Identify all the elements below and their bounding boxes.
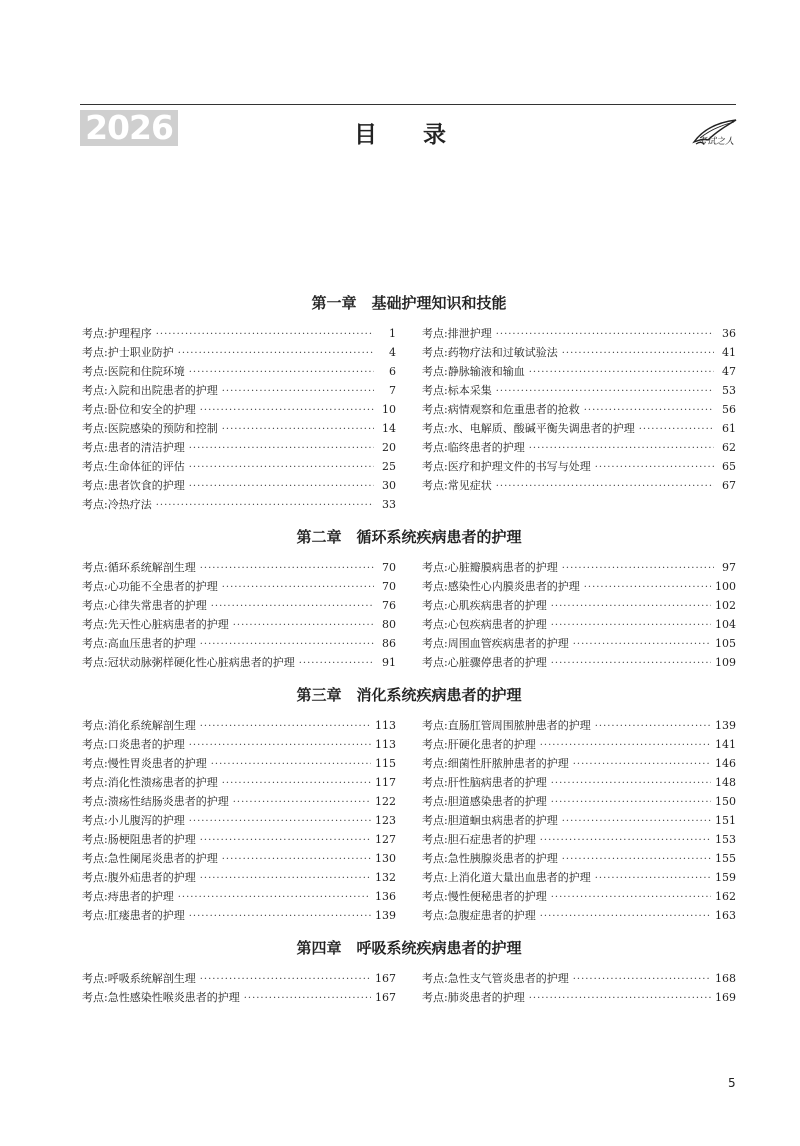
toc-entry-label: 考点:心律失常患者的护理 — [82, 599, 207, 612]
toc-entry-label: 考点:入院和出院患者的护理 — [82, 384, 218, 397]
dot-leader — [540, 831, 711, 850]
toc-entry[interactable] — [82, 634, 396, 653]
toc-entry-page: 122 — [375, 795, 396, 808]
toc-entry-page: 86 — [382, 637, 396, 650]
toc-entry[interactable] — [422, 558, 736, 577]
toc-entry-label: 考点:慢性便秘患者的护理 — [422, 890, 547, 903]
toc-entry-label: 考点:细菌性肝脓肿患者的护理 — [422, 757, 569, 770]
toc-entry[interactable] — [82, 988, 396, 1007]
dot-leader — [496, 382, 714, 401]
dot-leader — [551, 616, 711, 635]
toc-entry-page: 167 — [375, 991, 396, 1004]
toc-entry-label: 考点:高血压患者的护理 — [82, 637, 196, 650]
chapter-section — [82, 684, 736, 925]
toc-entry-label: 考点:溃疡性结肠炎患者的护理 — [82, 795, 229, 808]
toc-entry[interactable] — [422, 362, 736, 381]
toc-entry[interactable] — [422, 849, 736, 868]
toc-entry-page: 151 — [715, 814, 736, 827]
toc-entry-page: 62 — [722, 441, 736, 454]
toc-entry-label: 考点:胆道蛔虫病患者的护理 — [422, 814, 558, 827]
toc-column-right — [422, 716, 736, 925]
toc-entry-label: 考点:上消化道大量出血患者的护理 — [422, 871, 591, 884]
toc-entry[interactable] — [82, 887, 396, 906]
toc-entry[interactable] — [82, 476, 396, 495]
toc-entry-label: 考点:急性胰腺炎患者的护理 — [422, 852, 558, 865]
dot-leader — [562, 812, 711, 831]
toc-entry-page: 113 — [375, 738, 396, 751]
toc-entry[interactable] — [82, 811, 396, 830]
dot-leader — [200, 635, 374, 654]
toc-entry-page: 155 — [715, 852, 736, 865]
dot-leader — [540, 907, 711, 926]
toc-entry-page: 169 — [715, 991, 736, 1004]
dot-leader — [551, 888, 711, 907]
toc-column-left — [82, 558, 396, 672]
toc-entry-label: 考点:消化性溃疡患者的护理 — [82, 776, 218, 789]
toc-entry-label: 考点:周围血管疾病患者的护理 — [422, 637, 569, 650]
dot-leader — [595, 869, 711, 888]
table-of-contents — [82, 292, 736, 1019]
toc-entry-page: 1 — [389, 327, 396, 340]
toc-entry[interactable] — [422, 438, 736, 457]
toc-entry-label: 考点:心脏骤停患者的护理 — [422, 656, 547, 669]
chapter-section — [82, 292, 736, 514]
toc-entry[interactable] — [422, 811, 736, 830]
page-title: 目录 — [354, 122, 492, 148]
toc-entry-label: 考点:急性感染性喉炎患者的护理 — [82, 991, 240, 1004]
toc-entry[interactable] — [82, 906, 396, 925]
toc-entry-page: 150 — [715, 795, 736, 808]
toc-entry-label: 考点:呼吸系统解剖生理 — [82, 972, 196, 985]
dot-leader — [189, 458, 374, 477]
toc-entry[interactable] — [422, 381, 736, 400]
dot-leader — [200, 559, 374, 578]
toc-entry[interactable] — [82, 419, 396, 438]
toc-entry-label: 考点:排泄护理 — [422, 327, 492, 340]
dot-leader — [189, 477, 374, 496]
toc-entry-label: 考点:卧位和安全的护理 — [82, 403, 196, 416]
toc-entry-page: 14 — [382, 422, 396, 435]
toc-entry-page: 41 — [722, 346, 736, 359]
toc-entry[interactable] — [82, 577, 396, 596]
toc-entry-page: 141 — [715, 738, 736, 751]
chapter-title: 第二章 循环系统疾病患者的护理 — [296, 528, 522, 546]
toc-entry-page: 56 — [722, 403, 736, 416]
dot-leader — [189, 439, 374, 458]
toc-column-left — [82, 716, 396, 925]
dot-leader — [222, 382, 374, 401]
toc-entry[interactable] — [82, 400, 396, 419]
dot-leader — [200, 869, 371, 888]
dot-leader — [551, 774, 711, 793]
toc-entry-page: 10 — [382, 403, 396, 416]
dot-leader — [189, 812, 371, 831]
toc-entry-label: 考点:肺炎患者的护理 — [422, 991, 525, 1004]
toc-entry-page: 97 — [722, 561, 736, 574]
toc-entry-label: 考点:医院感染的预防和控制 — [82, 422, 218, 435]
toc-entry-label: 考点:直肠肛管周围脓肿患者的护理 — [422, 719, 591, 732]
toc-entry[interactable] — [82, 615, 396, 634]
toc-entry-page: 30 — [382, 479, 396, 492]
toc-entry-label: 考点:临终患者的护理 — [422, 441, 525, 454]
toc-entry-page: 65 — [722, 460, 736, 473]
toc-entry[interactable] — [422, 457, 736, 476]
toc-entry-label: 考点:水、电解质、酸碱平衡失调患者的护理 — [422, 422, 635, 435]
toc-entry-page: 47 — [722, 365, 736, 378]
toc-entry[interactable] — [82, 596, 396, 615]
toc-entry-page: 33 — [382, 498, 396, 511]
dot-leader — [200, 970, 371, 989]
toc-entry-page: 53 — [722, 384, 736, 397]
dot-leader — [156, 496, 374, 515]
dot-leader — [200, 401, 374, 420]
toc-entry[interactable] — [82, 324, 396, 343]
page-number: 5 — [728, 1076, 736, 1090]
dot-leader — [233, 793, 371, 812]
toc-entry-label: 考点:消化系统解剖生理 — [82, 719, 196, 732]
toc-entry-page: 102 — [715, 599, 736, 612]
toc-entry-page: 159 — [715, 871, 736, 884]
toc-entry-label: 考点:肛瘘患者的护理 — [82, 909, 185, 922]
dot-leader — [178, 344, 374, 363]
chapter-section — [82, 937, 736, 1007]
toc-entry-page: 25 — [382, 460, 396, 473]
toc-entry[interactable] — [422, 716, 736, 735]
toc-column-left — [82, 969, 396, 1007]
toc-entry[interactable] — [82, 735, 396, 754]
toc-entry[interactable] — [422, 887, 736, 906]
toc-entry-page: 20 — [382, 441, 396, 454]
toc-entry-page: 162 — [715, 890, 736, 903]
dot-leader — [529, 439, 714, 458]
toc-entry-page: 113 — [375, 719, 396, 732]
toc-entry-label: 考点:肝性脑病患者的护理 — [422, 776, 547, 789]
toc-entry[interactable] — [422, 906, 736, 925]
dot-leader — [496, 477, 714, 496]
toc-entry-page: 104 — [715, 618, 736, 631]
toc-entry[interactable] — [82, 969, 396, 988]
dot-leader — [562, 850, 711, 869]
toc-entry-page: 153 — [715, 833, 736, 846]
toc-entry-label: 考点:病情观察和危重患者的抢救 — [422, 403, 580, 416]
dot-leader — [211, 755, 371, 774]
toc-entry-page: 123 — [375, 814, 396, 827]
dot-leader — [551, 793, 711, 812]
toc-entry[interactable] — [82, 495, 396, 514]
toc-entry-page: 6 — [389, 365, 396, 378]
dot-leader — [178, 888, 371, 907]
dot-leader — [573, 970, 711, 989]
dot-leader — [595, 717, 711, 736]
toc-column-right — [422, 969, 736, 1007]
toc-entry[interactable] — [422, 400, 736, 419]
toc-column-left — [82, 324, 396, 514]
dot-leader — [573, 635, 711, 654]
dot-leader — [584, 578, 711, 597]
dot-leader — [540, 736, 711, 755]
toc-entry[interactable] — [422, 754, 736, 773]
toc-entry-label: 考点:患者的清洁护理 — [82, 441, 185, 454]
dot-leader — [156, 325, 374, 344]
toc-entry[interactable] — [82, 438, 396, 457]
toc-entry-label: 考点:慢性胃炎患者的护理 — [82, 757, 207, 770]
toc-entry-page: 167 — [375, 972, 396, 985]
year-watermark: 2026 — [80, 110, 178, 146]
toc-entry-page: 117 — [375, 776, 396, 789]
toc-entry[interactable] — [422, 577, 736, 596]
toc-entry-label: 考点:腹外疝患者的护理 — [82, 871, 196, 884]
toc-entry-label: 考点:医院和住院环境 — [82, 365, 185, 378]
dot-leader — [222, 774, 371, 793]
dot-leader — [211, 597, 374, 616]
toc-entry-page: 61 — [722, 422, 736, 435]
toc-entry[interactable] — [82, 849, 396, 868]
toc-entry-page: 115 — [375, 757, 396, 770]
toc-entry-label: 考点:胆石症患者的护理 — [422, 833, 536, 846]
toc-entry-page: 105 — [715, 637, 736, 650]
toc-entry-page: 91 — [382, 656, 396, 669]
toc-entry[interactable] — [422, 343, 736, 362]
dot-leader — [222, 420, 374, 439]
chapter-title: 第一章 基础护理知识和技能 — [311, 294, 507, 312]
toc-entry-label: 考点:冠状动脉粥样硬化性心脏病患者的护理 — [82, 656, 295, 669]
toc-entry[interactable] — [82, 362, 396, 381]
logo-text: 考试之人 — [698, 137, 735, 147]
dot-leader — [222, 850, 371, 869]
toc-entry-label: 考点:急腹症患者的护理 — [422, 909, 536, 922]
toc-entry-page: 168 — [715, 972, 736, 985]
toc-entry-label: 考点:先天性心脏病患者的护理 — [82, 618, 229, 631]
dot-leader — [639, 420, 714, 439]
dot-leader — [551, 654, 711, 673]
toc-entry[interactable] — [422, 830, 736, 849]
toc-entry-label: 考点:药物疗法和过敏试验法 — [422, 346, 558, 359]
toc-entry[interactable] — [82, 773, 396, 792]
toc-entry-label: 考点:冷热疗法 — [82, 498, 152, 511]
dot-leader — [529, 363, 714, 382]
toc-entry-label: 考点:心包疾病患者的护理 — [422, 618, 547, 631]
toc-entry[interactable] — [82, 457, 396, 476]
toc-entry[interactable] — [82, 830, 396, 849]
toc-entry[interactable] — [422, 615, 736, 634]
dot-leader — [189, 363, 374, 382]
toc-entry-label: 考点:心肌疾病患者的护理 — [422, 599, 547, 612]
toc-entry-page: 136 — [375, 890, 396, 903]
chapter-title: 第四章 呼吸系统疾病患者的护理 — [296, 939, 522, 957]
toc-entry[interactable] — [82, 343, 396, 362]
toc-entry-label: 考点:急性阑尾炎患者的护理 — [82, 852, 218, 865]
dot-leader — [200, 831, 371, 850]
toc-entry[interactable] — [82, 381, 396, 400]
toc-entry-label: 考点:小儿腹泻的护理 — [82, 814, 185, 827]
toc-entry-label: 考点:患者饮食的护理 — [82, 479, 185, 492]
toc-entry[interactable] — [82, 653, 396, 672]
toc-entry-page: 127 — [375, 833, 396, 846]
dot-leader — [562, 344, 714, 363]
toc-entry-label: 考点:静脉输液和输血 — [422, 365, 525, 378]
toc-entry-page: 139 — [715, 719, 736, 732]
toc-entry-label: 考点:护士职业防护 — [82, 346, 174, 359]
toc-entry[interactable] — [422, 634, 736, 653]
toc-entry[interactable] — [422, 868, 736, 887]
toc-entry-page: 148 — [715, 776, 736, 789]
toc-entry-page: 67 — [722, 479, 736, 492]
toc-entry[interactable] — [422, 653, 736, 672]
dot-leader — [200, 717, 371, 736]
toc-entry-page: 132 — [375, 871, 396, 884]
toc-column-right — [422, 324, 736, 514]
dot-leader — [299, 654, 374, 673]
dot-leader — [222, 578, 374, 597]
chapter-title: 第三章 消化系统疾病患者的护理 — [296, 686, 522, 704]
dot-leader — [233, 616, 374, 635]
toc-entry-page: 163 — [715, 909, 736, 922]
toc-entry-page: 70 — [382, 580, 396, 593]
toc-entry-label: 考点:生命体征的评估 — [82, 460, 185, 473]
toc-entry[interactable] — [82, 754, 396, 773]
toc-entry[interactable] — [422, 596, 736, 615]
header-rule — [80, 104, 736, 105]
toc-entry-label: 考点:肠梗阻患者的护理 — [82, 833, 196, 846]
dot-leader — [189, 907, 371, 926]
toc-entry[interactable] — [422, 988, 736, 1007]
toc-entry-page: 130 — [375, 852, 396, 865]
dot-leader — [189, 736, 371, 755]
toc-entry-page: 70 — [382, 561, 396, 574]
toc-entry-label: 考点:护理程序 — [82, 327, 152, 340]
toc-entry[interactable] — [82, 792, 396, 811]
toc-entry-page: 7 — [389, 384, 396, 397]
toc-entry-label: 考点:标本采集 — [422, 384, 492, 397]
toc-entry-label: 考点:急性支气管炎患者的护理 — [422, 972, 569, 985]
toc-entry[interactable] — [422, 792, 736, 811]
toc-entry[interactable] — [422, 476, 736, 495]
toc-column-right — [422, 558, 736, 672]
toc-entry[interactable] — [422, 324, 736, 343]
toc-entry-label: 考点:心功能不全患者的护理 — [82, 580, 218, 593]
toc-entry-label: 考点:痔患者的护理 — [82, 890, 174, 903]
toc-entry-page: 146 — [715, 757, 736, 770]
toc-entry[interactable] — [422, 735, 736, 754]
toc-entry[interactable] — [422, 419, 736, 438]
chapter-section — [82, 526, 736, 672]
toc-entry-page: 4 — [389, 346, 396, 359]
toc-entry-label: 考点:循环系统解剖生理 — [82, 561, 196, 574]
toc-entry-label: 考点:感染性心内膜炎患者的护理 — [422, 580, 580, 593]
dot-leader — [562, 559, 714, 578]
dot-leader — [573, 755, 711, 774]
toc-entry-label: 考点:常见症状 — [422, 479, 492, 492]
toc-entry-label: 考点:心脏瓣膜病患者的护理 — [422, 561, 558, 574]
toc-entry[interactable] — [82, 716, 396, 735]
dot-leader — [551, 597, 711, 616]
dot-leader — [529, 989, 711, 1008]
dot-leader — [595, 458, 714, 477]
toc-entry-label: 考点:胆道感染患者的护理 — [422, 795, 547, 808]
toc-entry-label: 考点:肝硬化患者的护理 — [422, 738, 536, 751]
toc-entry[interactable] — [422, 773, 736, 792]
toc-entry[interactable] — [82, 558, 396, 577]
toc-entry-label: 考点:口炎患者的护理 — [82, 738, 185, 751]
toc-entry-page: 36 — [722, 327, 736, 340]
toc-entry-label: 考点:医疗和护理文件的书写与处理 — [422, 460, 591, 473]
toc-entry-page: 100 — [715, 580, 736, 593]
toc-entry-page: 76 — [382, 599, 396, 612]
toc-entry-page: 80 — [382, 618, 396, 631]
toc-entry[interactable] — [422, 969, 736, 988]
toc-entry[interactable] — [82, 868, 396, 887]
toc-entry-page: 109 — [715, 656, 736, 669]
dot-leader — [244, 989, 371, 1008]
dot-leader — [496, 325, 714, 344]
dot-leader — [584, 401, 714, 420]
toc-entry-page: 139 — [375, 909, 396, 922]
